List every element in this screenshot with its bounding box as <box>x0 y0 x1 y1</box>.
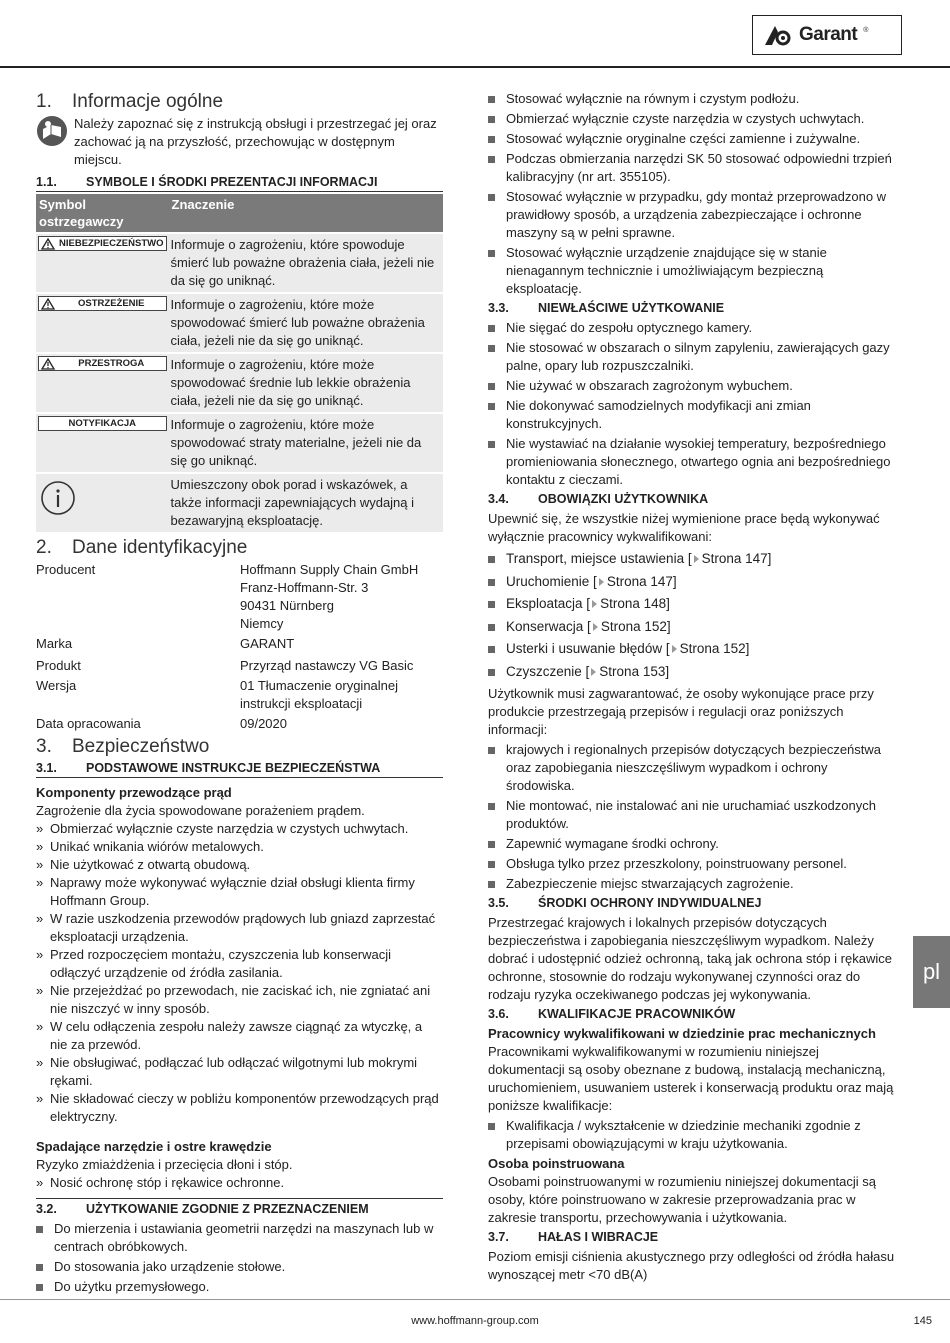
product-value: Przyrząd nastawczy VG Basic <box>240 658 414 673</box>
section-3-2-heading: 3.2. UŻYTKOWANIE ZGODNIE Z PRZEZNACZENIEM <box>36 1198 443 1218</box>
list-item: » Unikać wnikania wiórów metalowych. <box>36 838 443 856</box>
page-reference-link[interactable]: Strona 153 <box>599 663 666 679</box>
list-item: Podczas obmierzania narzędzi SK 50 stosować odpowiedni trzpień kalibracyjny (nr art. 355105). <box>488 150 895 186</box>
caution-badge: PRZESTROGA <box>38 356 167 371</box>
list-item: Zapewnić wymagane środki ochrony. <box>488 835 895 853</box>
list-item: Nie montować, nie instalować ani nie uruchamiać uszkodzonych produktów. <box>488 797 895 833</box>
table-row <box>36 232 443 292</box>
section-3-3-heading: 3.3. NIEWŁAŚCIWE UŻYTKOWANIE <box>488 301 725 315</box>
footer-url: www.hoffmann-group.com <box>411 1315 539 1327</box>
electrical-instructions-list <box>36 820 443 1126</box>
operator-duties-intro: Upewnić się, że wszystkie niżej wymienione prace będą wykonywać wyłącznie pracownicy wykwalifikowani: <box>488 511 880 544</box>
list-item: » Nosić ochronę stóp i rękawice ochronne. <box>36 1174 443 1192</box>
list-item: Stosować wyłącznie na równym i czystym podłożu. <box>488 90 895 108</box>
section-3-1-heading: 3.1. PODSTAWOWE INSTRUKCJE BEZPIECZEŃSTWA <box>36 760 443 778</box>
danger-badge: NIEBEZPIECZEŃSTWO <box>38 236 167 251</box>
footer-rule <box>0 1299 950 1300</box>
intended-use-list-cont <box>488 90 895 298</box>
qualified-tasks-list <box>488 550 895 681</box>
brand-label: Marka <box>36 636 73 651</box>
list-item: » Naprawy może wykonywać wyłącznie dział obsługi klienta firmy Hoffmann Group. <box>36 874 443 910</box>
brand-value: GARANT <box>240 636 295 651</box>
table-row <box>36 352 443 412</box>
list-item: Stosować wyłącznie w przypadku, gdy montaż przeprowadzono w prawidłowy sposób, a urządzenia zabezpieczające i ochronne maszyny są w pełni sprawne. <box>488 188 895 242</box>
warning-triangle-icon <box>41 238 55 250</box>
version-label: Wersja <box>36 678 77 693</box>
list-item: Eksploatacja [ Strona 148] <box>488 595 895 613</box>
falling-tool-text: Ryzyko zmiażdżenia i przecięcia dłoni i stóp. <box>36 1157 293 1172</box>
header-rule <box>0 66 950 68</box>
date-value: 09/2020 <box>240 716 287 731</box>
list-item: » W celu odłączenia zespołu należy zawsze ciągnąć za wtyczkę, a nie za przewód. <box>36 1018 443 1054</box>
page-ref-arrow-icon <box>592 600 597 608</box>
intended-use-list <box>36 1220 443 1296</box>
instructed-person-text: Osobami poinstruowanymi w rozumieniu niniejszej dokumentacji są osoby, które poinstruowano w zakresie przeprowadzania prac w zakresie transportu, przechowywania i użytkowania. <box>488 1174 877 1225</box>
table-header-meaning: Znaczenie <box>169 194 443 232</box>
section-2-heading: 2. Dane identyfikacyjne <box>36 537 248 558</box>
list-item: Do mierzenia i ustawiania geometrii narzędzi na maszynach lub w centrach obróbkowych. <box>36 1220 443 1256</box>
brand-name: Garant <box>799 24 858 45</box>
list-item: Obsługa tylko przez przeszkolony, poinstruowany personel. <box>488 855 895 873</box>
producer-label: Producent <box>36 562 96 577</box>
warning-triangle-icon <box>41 298 55 310</box>
qualification-list <box>488 1117 895 1153</box>
page-reference-link[interactable]: Strona 148 <box>600 596 667 611</box>
table-cell-meaning: Informuje o zagrożeniu, które może spowodować średnie lub lekkie obrażenia ciała, jeżeli nie da się go uniknąć. <box>169 352 443 412</box>
list-item: Do użytku przemysłowego. <box>36 1278 443 1296</box>
left-column <box>36 90 443 1298</box>
subheading-electrical: Komponenty przewodzące prąd <box>36 785 232 800</box>
list-item: Zabezpieczenie miejsc stwarzających zagrożenie. <box>488 875 895 893</box>
subheading-falling-tool: Spadające narzędzie i ostre krawędzie <box>36 1139 272 1154</box>
table-header-symbol: Symbol ostrzegawczy <box>36 194 169 232</box>
info-icon <box>40 480 76 516</box>
list-item: Konserwacja [ Strona 152] <box>488 618 895 636</box>
list-item: Nie sięgać do zespołu optycznego kamery. <box>488 319 895 337</box>
operator-guarantee-text: Użytkownik musi zagwarantować, że osoby wykonujące prace przy produkcie przestrzegają przepisów i regulacji oraz poniższych informacji: <box>488 686 874 737</box>
section-3-7-heading: 3.7. HAŁAS I WIBRACJE <box>488 1230 659 1244</box>
list-item: Stosować wyłącznie oryginalne części zamienne i zużywalne. <box>488 130 895 148</box>
table-cell-meaning: Informuje o zagrożeniu, które może spowodować śmierć lub poważne obrażenia ciała, jeżeli nie da się go uniknąć. <box>169 292 443 352</box>
list-item: » Obmierzać wyłącznie czyste narzędzia w czystych uchwytach. <box>36 820 443 838</box>
list-item: Nie używać w obszarach zagrożonym wybuchem. <box>488 377 895 395</box>
section-1-heading: 1. Informacje ogólne <box>36 91 224 112</box>
identification-table <box>36 561 443 733</box>
list-item: » Przed rozpoczęciem montażu, czyszczenia lub konserwacji odłączyć urządzenie od źródła zasilania. <box>36 946 443 982</box>
subheading-mechanical-staff: Pracownicy wykwalifikowani w dziedzinie prac mechanicznych <box>488 1026 876 1041</box>
table-cell-meaning: Umieszczony obok porad i wskazówek, a także informacji zapewniających wydajną i bezawaryjną eksploatację. <box>169 472 443 532</box>
product-label: Produkt <box>36 658 81 673</box>
right-column <box>488 90 895 1284</box>
page-reference-link[interactable]: Strona 147 <box>701 551 768 566</box>
table-row <box>36 472 443 532</box>
date-label: Data opracowania <box>36 716 141 731</box>
list-item: » Nie przejeżdżać po przewodach, nie zaciskać ich, nie zgniatać ani nie niszczyć w inny sposób. <box>36 982 443 1018</box>
table-cell-meaning: Informuje o zagrożeniu, które może spowodować straty materialne, jeżeli nie da się go uniknąć. <box>169 412 443 472</box>
section-3-heading: 3. Bezpieczeństwo <box>36 736 210 757</box>
list-item: Stosować wyłącznie urządzenie znajdujące się w stanie nienagannym technicznie i umożliwiającym bezpieczną eksploatację. <box>488 244 895 298</box>
improper-use-list <box>488 319 895 489</box>
list-item: Nie dokonywać samodzielnych modyfikacji ani zmian konstrukcyjnych. <box>488 397 895 433</box>
page-ref-arrow-icon <box>593 623 598 631</box>
list-item: krajowych i regionalnych przepisów dotyczących bezpieczeństwa oraz zapobiegania nieszczęśliwym wypadkom i ochrony środowiska. <box>488 741 895 795</box>
language-tab: pl <box>913 936 950 1008</box>
notice-badge: NOTYFIKACJA <box>38 416 167 431</box>
list-item: Nie wystawiać na działanie wysokiej temperatury, bezpośredniego promieniowania słonecznego, otwartego ognia ani bezpośredniego kontaktu z cieczami. <box>488 435 895 489</box>
read-manual-icon <box>36 115 68 147</box>
page-ref-arrow-icon <box>672 645 677 653</box>
garant-logo <box>752 15 902 55</box>
garant-logo-icon <box>763 23 793 47</box>
registered-mark: ® <box>863 27 869 34</box>
section-3-5-heading: 3.5. ŚRODKI OCHRONY INDYWIDUALNEJ <box>488 896 762 910</box>
page-number: 145 <box>913 1315 932 1327</box>
page-ref-arrow-icon <box>694 555 699 563</box>
section-1-1-heading: 1.1. SYMBOLE I ŚRODKI PREZENTACJI INFORMACJI <box>36 174 443 192</box>
section-3-6-heading: 3.6. KWALIFIKACJE PRACOWNIKÓW <box>488 1007 736 1021</box>
list-item: » Nie obsługiwać, podłączać lub odłączać wilgotnymi lub mokrymi rękami. <box>36 1054 443 1090</box>
electrical-hazard-text: Zagrożenie dla życia spowodowane porażeniem prądem. <box>36 803 365 818</box>
list-item: Obmierzać wyłącznie czyste narzędzia w czystych uchwytach. <box>488 110 895 128</box>
subheading-instructed-person: Osoba poinstruowana <box>488 1156 625 1171</box>
table-row <box>36 292 443 352</box>
page-ref-arrow-icon <box>591 668 596 676</box>
version-value: 01 Tłumaczenie oryginalnej instrukcji eksploatacji <box>240 678 399 711</box>
noise-text: Poziom emisji ciśnienia akustycznego przy odległości od źródła hałasu wynoszącej metr <70 dB(A) <box>488 1249 895 1282</box>
page-reference-link[interactable]: Strona 147 <box>606 573 673 589</box>
operator-regulations-list <box>488 741 895 893</box>
table-row <box>36 412 443 472</box>
page-reference-link[interactable]: Strona 152 <box>679 641 746 656</box>
warning-triangle-icon <box>41 358 55 370</box>
list-item: Uruchomienie [ Strona 147] <box>488 573 895 591</box>
list-item: Usterki i usuwanie błędów [ Strona 152] <box>488 640 895 658</box>
producer-value: Hoffmann Supply Chain GmbH Franz-Hoffmann-Str. 3 90431 Nürnberg Niemcy <box>240 562 419 631</box>
list-item: » W razie uszkodzenia przewodów prądowych lub gniazd zaprzestać eksploatacji urządzenia. <box>36 910 443 946</box>
page-ref-arrow-icon <box>599 578 604 586</box>
ppe-text: Przestrzegać krajowych i lokalnych przepisów dotyczących bezpieczeństwa i zapobiegania nieszczęśliwym wypadkom. Należy dobrać i udostępnić odzież ochronną, taką jak ochrona stóp i rękawice ochronne, stosownie do rodzaju wykonywanej czynności oraz do rodzaju ryzyka oczekiwanego podczas jej wykonywania. <box>488 915 892 1002</box>
list-item: Transport, miejsce ustawienia [ Strona 147] <box>488 550 895 568</box>
intro-text: Należy zapoznać się z instrukcją obsługi i przestrzegać jej oraz zachować ją na przyszłość, przechowując w dostępnym miejscu. <box>74 116 437 167</box>
falling-tool-list <box>36 1174 443 1192</box>
list-item: Nie stosować w obszarach o silnym zapyleniu, zawierających gazy palne, opary lub rozpuszczalniki. <box>488 339 895 375</box>
list-item: » Nie użytkować z otwartą obudową. <box>36 856 443 874</box>
mechanical-staff-text: Pracownikami wykwalifikowanymi w rozumieniu niniejszej dokumentacji są osoby obeznane z budową, instalacją mechaniczną, uruchomieniem, usuwaniem usterek i konserwacją produktu oraz mają poniższe kwalifikacje: <box>488 1044 894 1113</box>
list-item: » Nie składować cieczy w pobliżu komponentów przewodzących prąd elektryczny. <box>36 1090 443 1126</box>
list-item: Do stosowania jako urządzenie stołowe. <box>36 1258 443 1276</box>
list-item: Kwalifikacja / wykształcenie w dziedzinie mechaniki zgodnie z przepisami obowiązującymi w kraju użytkowania. <box>488 1117 895 1153</box>
page-reference-link[interactable]: Strona 152 <box>600 618 667 634</box>
section-3-4-heading: 3.4. OBOWIĄZKI UŻYTKOWNIKA <box>488 492 709 506</box>
table-cell-meaning: Informuje o zagrożeniu, które spowoduje śmierć lub poważne obrażenia ciała, jeżeli nie da się go uniknąć. <box>169 232 443 292</box>
symbols-table <box>36 194 443 532</box>
warning-badge: OSTRZEŻENIE <box>38 296 167 311</box>
read-manual-note <box>36 115 443 169</box>
list-item: Czyszczenie [ Strona 153] <box>488 663 895 681</box>
